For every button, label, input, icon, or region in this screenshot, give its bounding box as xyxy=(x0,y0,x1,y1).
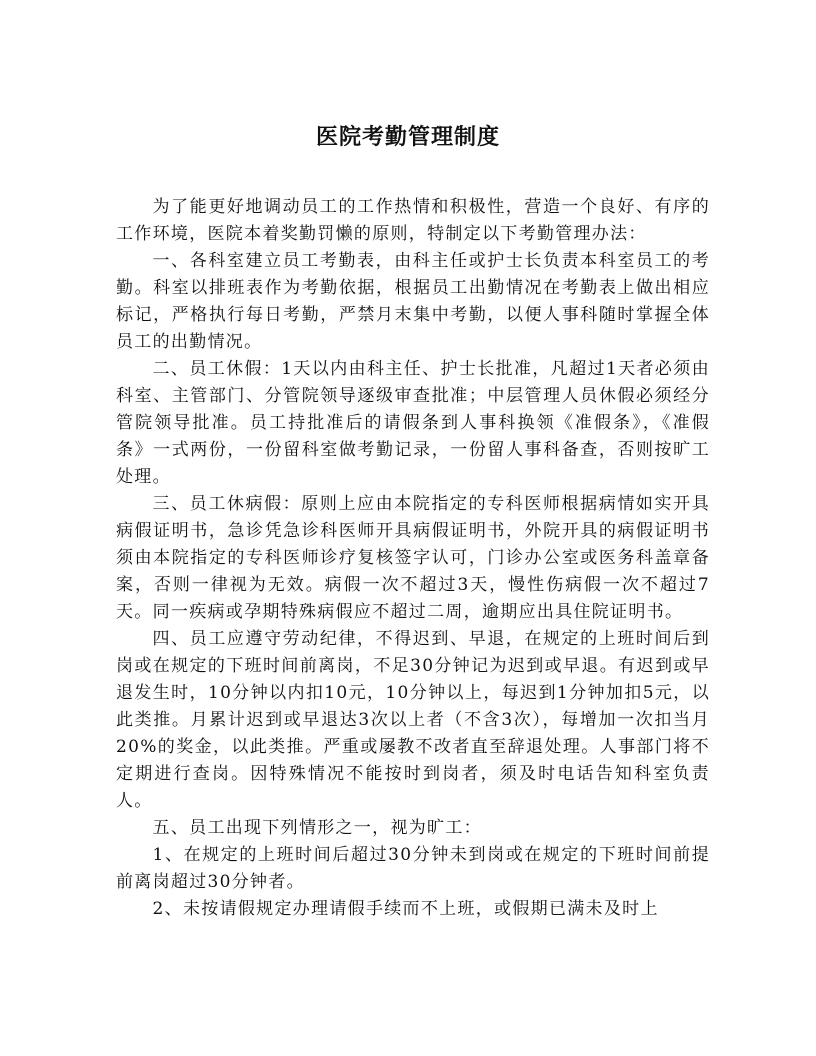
paragraph-item-2: 2、未按请假规定办理请假手续而不上班，或假期已满未及时上 xyxy=(152,899,659,919)
paragraph-section-1: 一、各科室建立员工考勤表，由科主任或护士长负责本科室员工的考勤。科室以排班表作为考勤依据，根据员工出勤情况在考勤表上做出相应标记，严格执行每日考勤，严禁月末集中考勤，以便人事科随时掌握全体员工的出勤情况。 xyxy=(116,251,710,352)
paragraph-section-4: 四、员工应遵守劳动纪律，不得迟到、早退，在规定的上班时间后到岗或在规定的下班时间前离岗，不足30分钟记为迟到或早退。有迟到或早退发生时，10分钟以内扣10元，10分钟以上，每迟到1分钟加扣5元，以此类推。月累计迟到或早退达3次以上者（不含3次），每增加一次扣当月20%的奖金，以此类推。严重或屡教不改者直至辞退处理。人事部门将不定期进行查岗。因特殊情况不能按时到岗者，须及时电话告知科室负责人。 xyxy=(116,629,710,811)
paragraph-section-5: 五、员工出现下列情形之一，视为旷工： xyxy=(152,818,482,838)
paragraph-section-3: 三、员工休病假：原则上应由本院指定的专科医师根据病情如实开具病假证明书，急诊凭急诊科医师开具病假证明书，外院开具的病假证明书须由本院指定的专科医师诊疗复核签字认可，门诊办公室或医务科盖章备案，否则一律视为无效。病假一次不超过3天，慢性伤病假一次不超过7天。同一疾病或孕期特殊病假应不超过二周，逾期应出具住院证明书。 xyxy=(116,494,710,622)
document-body xyxy=(116,194,710,923)
document-title: 医院考勤管理制度 xyxy=(315,124,500,150)
paragraph-item-1: 1、在规定的上班时间后超过30分钟未到岗或在规定的下班时间前提前离岗超过30分钟者。 xyxy=(116,845,710,892)
paragraph-section-2: 二、员工休假：1天以内由科主任、护士长批准，凡超过1天者必须由科室、主管部门、分管院领导逐级审查批准；中层管理人员休假必须经分管院领导批准。员工持批准后的请假条到人事科换领《准假条》，《准假条》一式两份，一份留科室做考勤记录，一份留人事科备查，否则按旷工处理。 xyxy=(116,359,710,487)
paragraph-intro: 为了能更好地调动员工的工作热情和积极性，营造一个良好、有序的工作环境，医院本着奖勤罚懒的原则，特制定以下考勤管理办法： xyxy=(116,197,710,244)
